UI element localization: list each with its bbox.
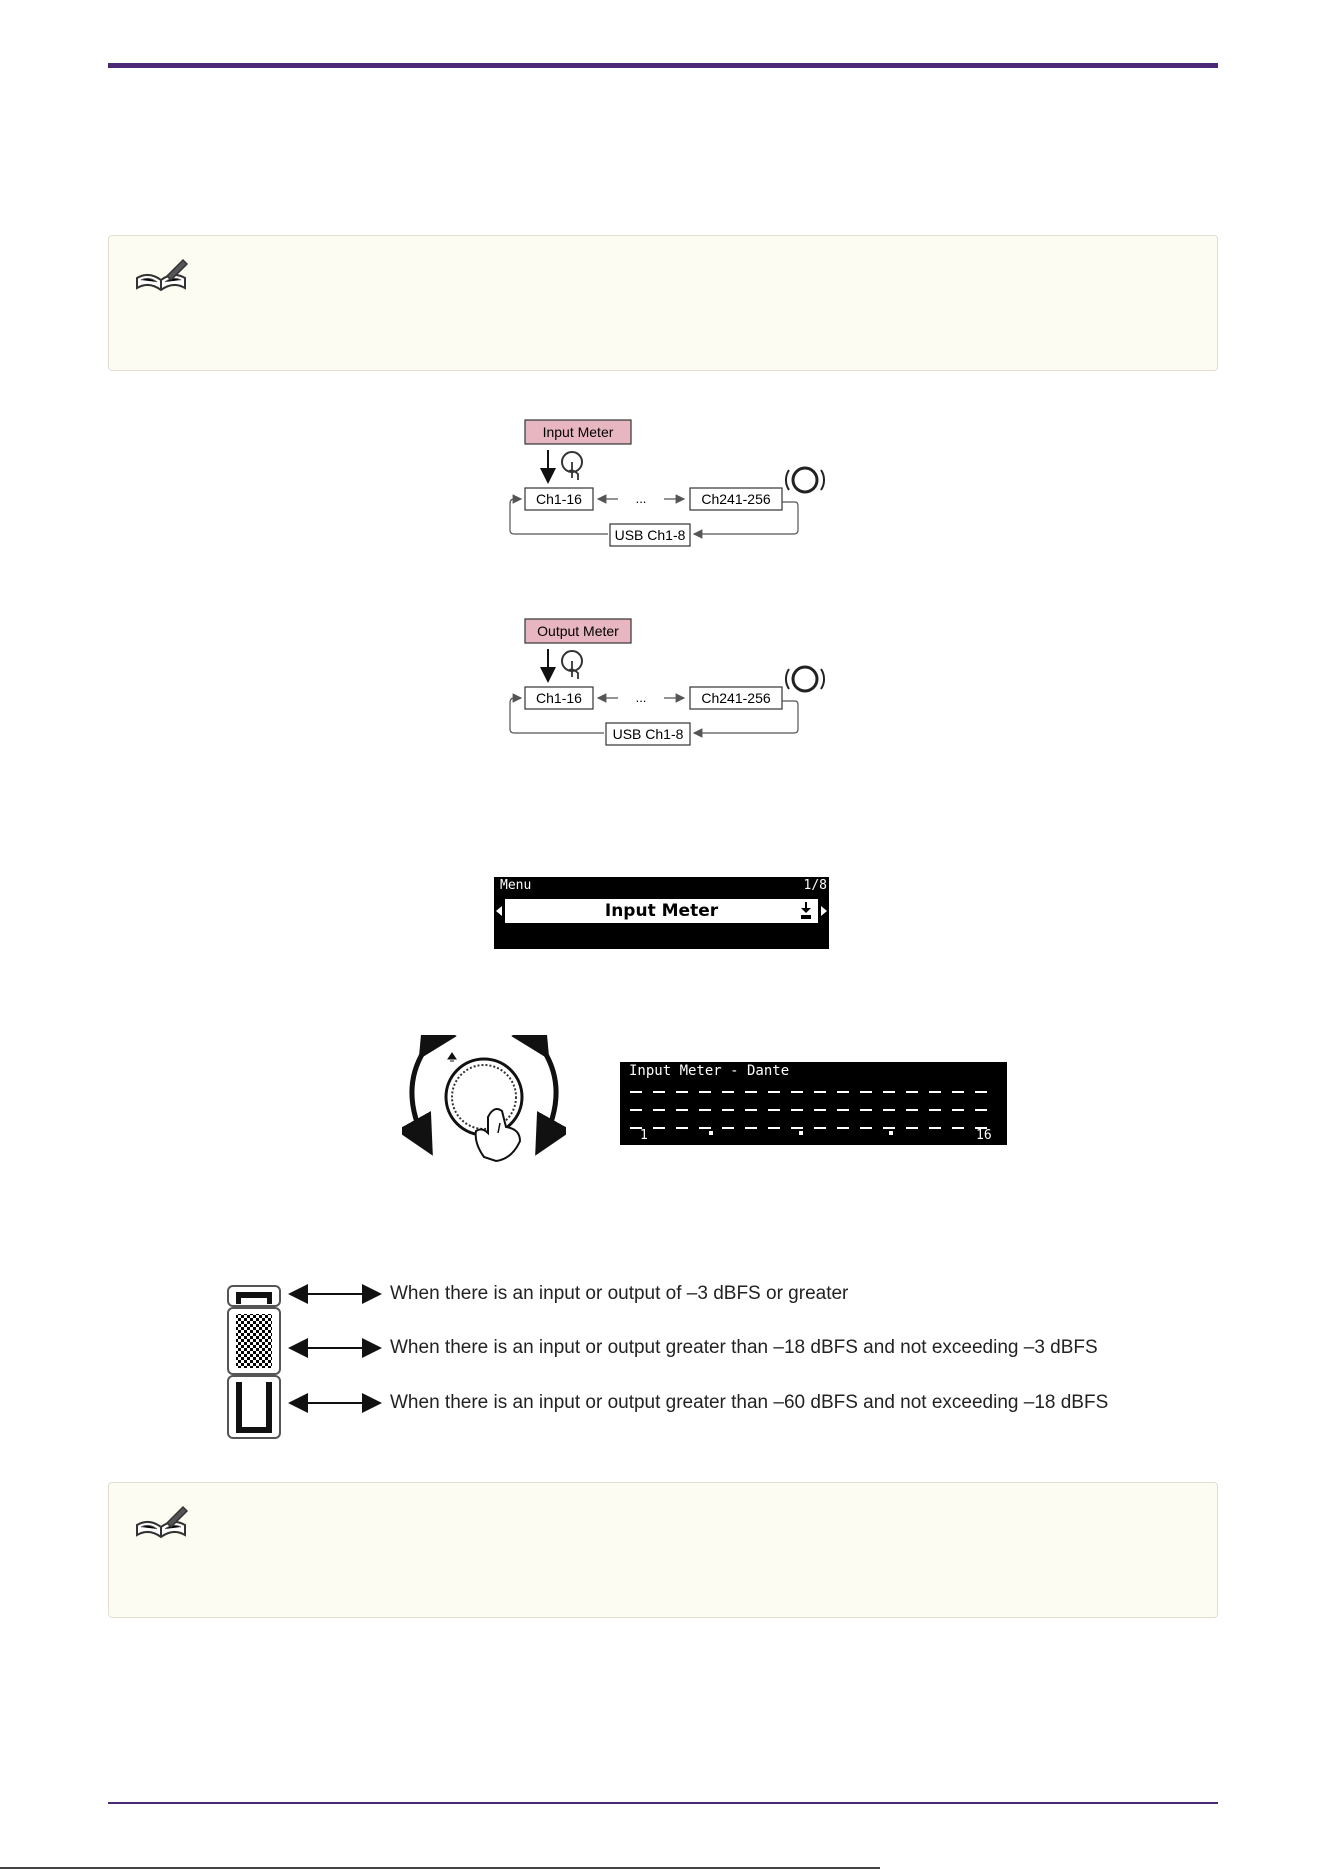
ellipsis-label: ... <box>635 491 647 506</box>
note-book-icon <box>133 258 189 294</box>
menu-selected-bar <box>505 899 818 923</box>
menu-right-arrow-icon <box>821 906 827 916</box>
meter-channel-first: 1 <box>640 1128 648 1143</box>
footer-underline <box>0 1867 880 1869</box>
menu-lcd-screen <box>494 877 829 949</box>
ch-last-label: Ch241-256 <box>701 690 771 706</box>
note-book-icon <box>133 1505 189 1541</box>
meter-lcd-screen <box>620 1062 1007 1145</box>
input-meter-diagram <box>500 418 830 550</box>
ch-first-label: Ch1-16 <box>536 690 582 706</box>
ch-first-label: Ch1-16 <box>536 491 582 507</box>
legend-text-low: When there is an input or output greater than –60 dBFS and not exceeding –18 dBFS <box>390 1392 1109 1413</box>
menu-selected-item: Input Meter <box>604 901 719 921</box>
menu-left-arrow-icon <box>496 906 502 916</box>
output-meter-diagram <box>500 617 830 749</box>
footer-rule <box>108 1802 1218 1804</box>
meter-segment-icons <box>226 1282 386 1440</box>
note-box-2 <box>108 1482 1218 1618</box>
press-knob-icon <box>562 651 582 679</box>
usb-label: USB Ch1-8 <box>612 726 684 742</box>
legend-text-peak: When there is an input or output of –3 dBFS or greater <box>390 1283 849 1304</box>
meter-channel-last: 16 <box>976 1128 992 1143</box>
legend-text-mid: When there is an input or output greater than –18 dBFS and not exceeding –3 dBFS <box>390 1337 1098 1358</box>
menu-scroll-icon <box>800 902 812 920</box>
meter-screen-title: Input Meter - Dante <box>629 1063 790 1079</box>
rotary-knob-illustration <box>402 1035 566 1165</box>
menu-header-left: Menu <box>500 878 532 893</box>
input-meter-title: Input Meter <box>542 424 614 440</box>
meter-bars <box>620 1062 1007 1145</box>
press-knob-icon <box>562 452 582 480</box>
usb-label: USB Ch1-8 <box>614 527 686 543</box>
note-box-1 <box>108 235 1218 371</box>
rotate-knob-icon <box>786 468 824 492</box>
ellipsis-label: ... <box>635 690 647 705</box>
output-meter-title: Output Meter <box>537 623 619 639</box>
menu-header-right: 1/8 <box>803 878 827 893</box>
rotate-knob-icon <box>786 667 824 691</box>
ch-last-label: Ch241-256 <box>701 491 771 507</box>
header-rule <box>108 63 1218 68</box>
